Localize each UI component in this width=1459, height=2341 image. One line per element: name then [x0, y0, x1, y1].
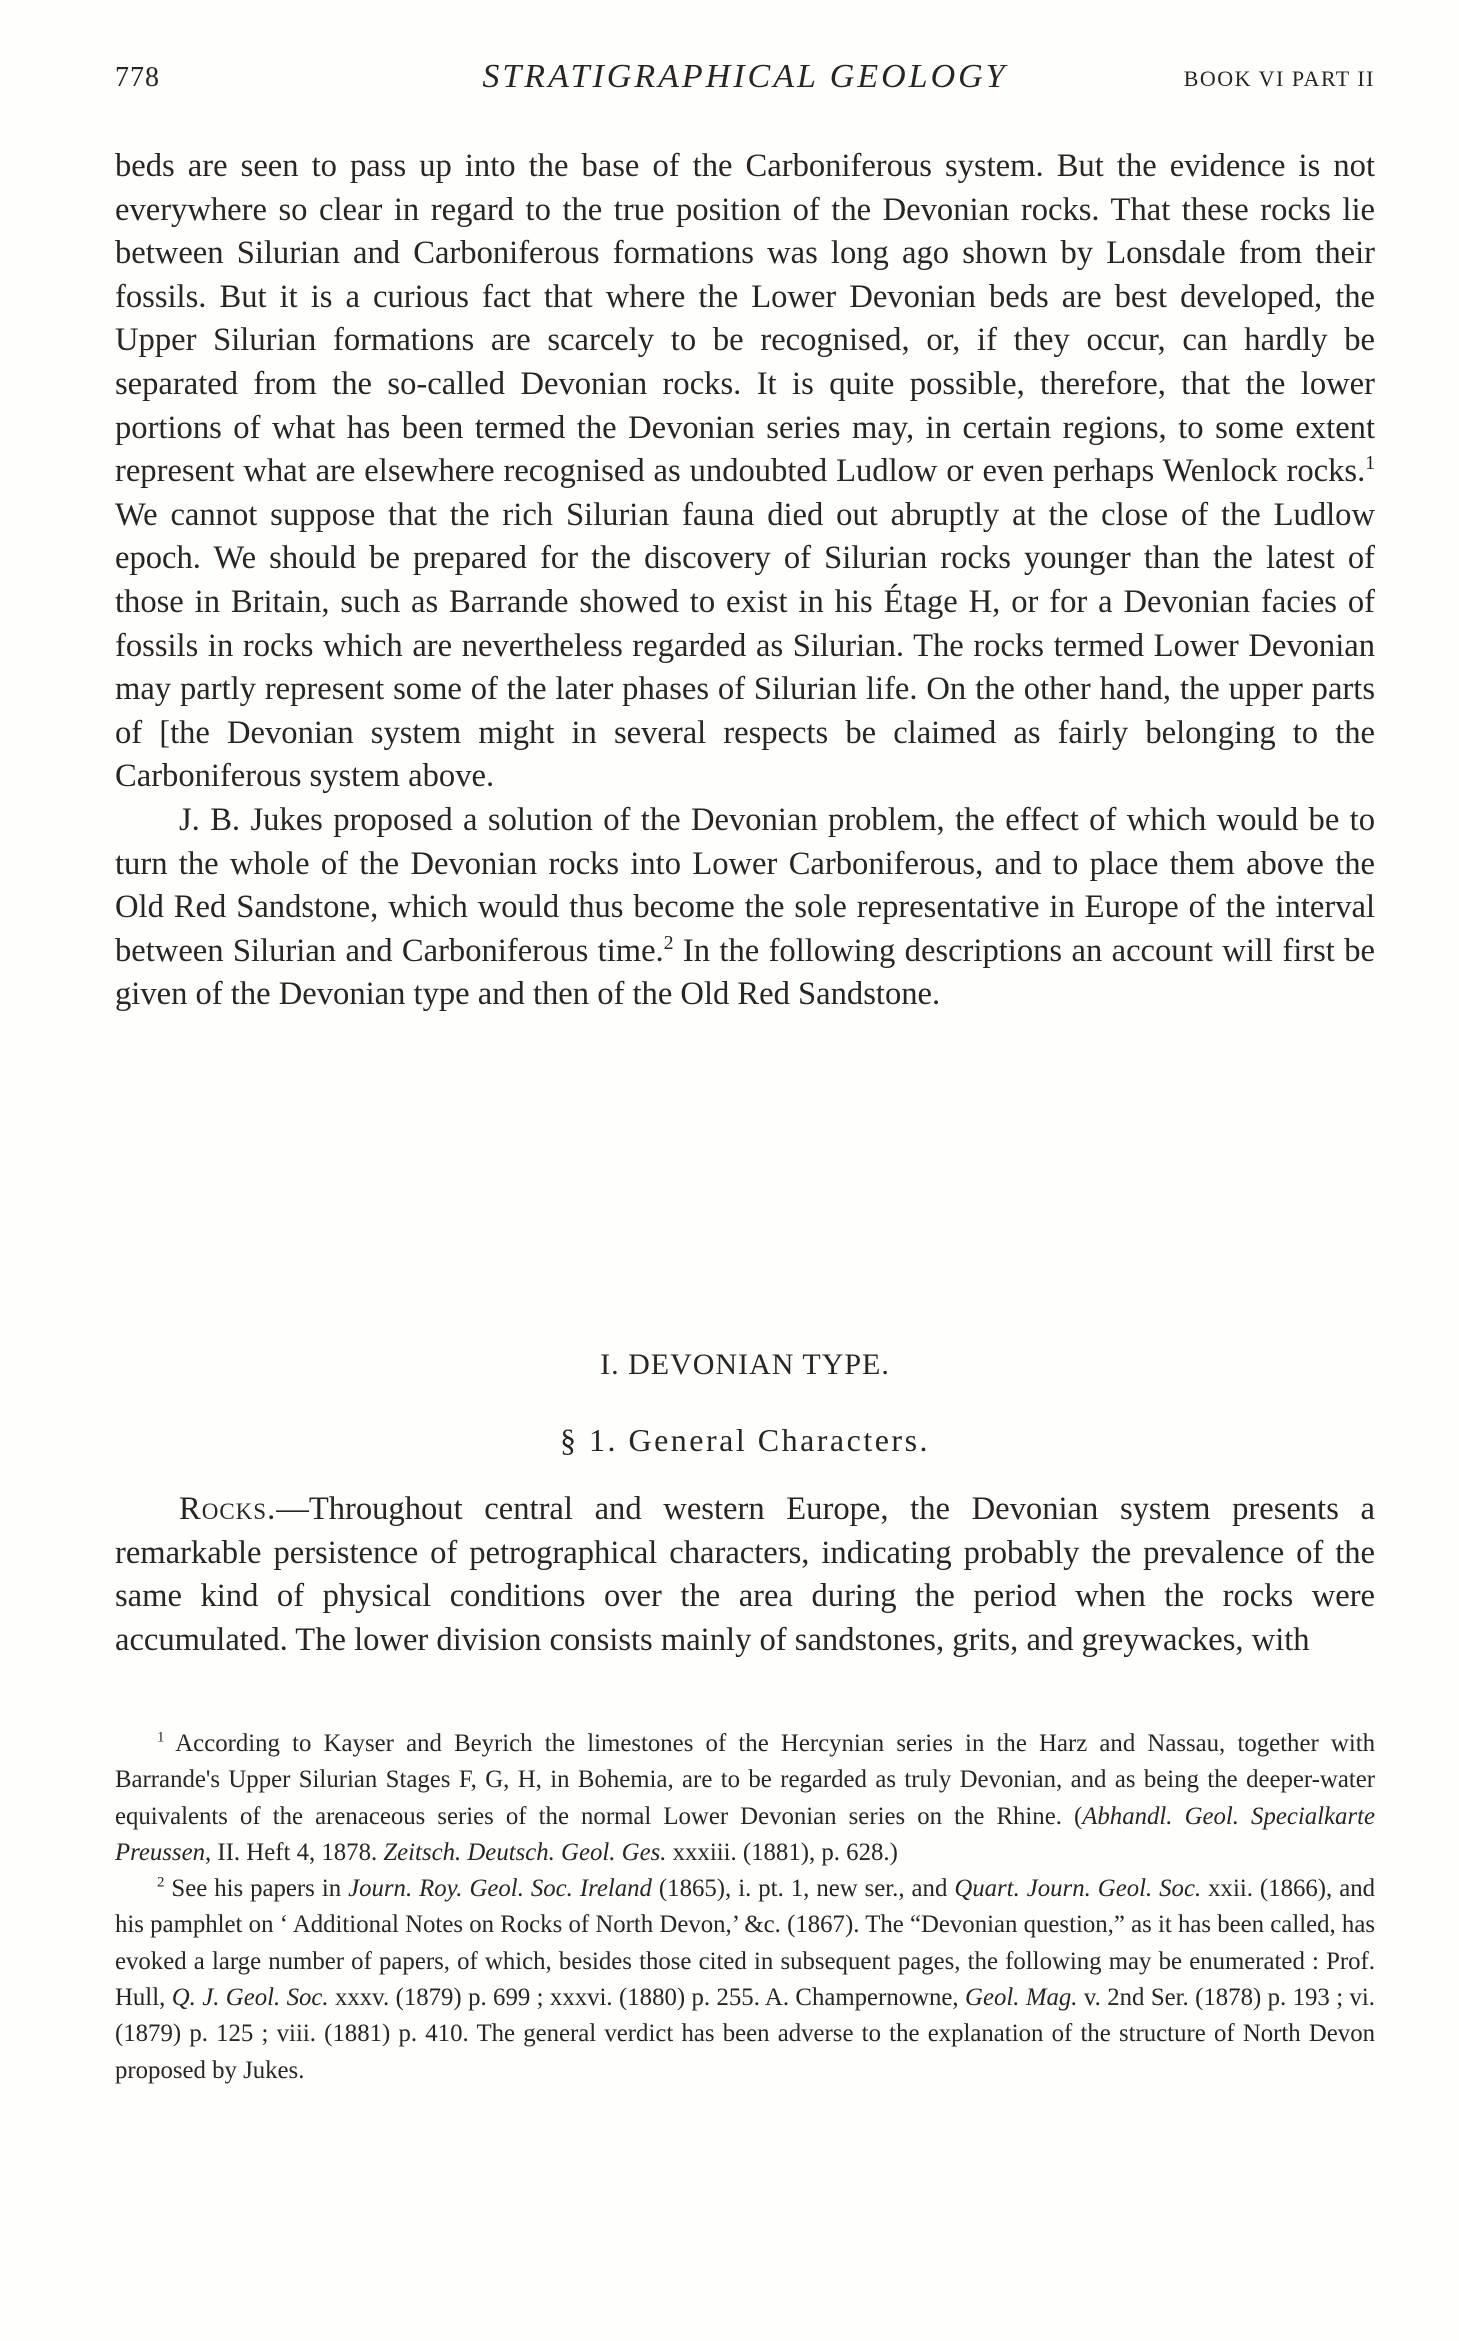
paragraph-3 [115, 1488, 1375, 1662]
paragraph-2-part-a: J. B. Jukes proposed a solution of the Devonian problem, the effect of which would be to turn the whole of the Devonian rocks into Lower Carboniferous, and to place them above the Old Red Sandstone, which would thus become the sole representative in Europe of the interval between Silurian and Carboniferous time. [115, 801, 1375, 969]
footnote-2-citation: Q. J. Geol. Soc. [171, 1984, 329, 2012]
footnote-2-mark: 2 [157, 1874, 165, 1891]
footnote-2-text: xxxv. (1879) p. 699 ; xxxvi. (1880) p. 255. A. Champernowne, [328, 1984, 966, 2012]
footnote-2-citation: Journ. Roy. Geol. Soc. Ireland [348, 1875, 652, 1903]
paragraph-1-part-a: beds are seen to pass up into the base of the Carboniferous system. But the evidence is not everywhere so clear in regard to the true position of the Devonian rocks. That these rocks lie between Silurian and Carboniferous formations was long ago shown by Lonsdale from their fossils. But it is a curious fact that where the Lower Devonian beds are best developed, the Upper Silurian formations are scarcely to be recognised, or, if they occur, can hardly be separated from the so-called Devonian rocks. It is quite possible, therefore, that the lower portions of what has been termed the Devonian series may, in certain regions, to some extent represent what are elsewhere recognised as undoubted Ludlow or even perhaps Wenlock rocks. [115, 148, 1375, 490]
footnote-ref-1: 1 [1365, 453, 1375, 475]
running-section: BOOK VI PART II [1183, 66, 1375, 91]
footnote-2-text: xxii. (1866), and his pamphlet on ‘ Additional Notes on Rocks of North Devon,’ &c. (1867). The “Devonian question,” as it has been called, has evoked a large number of papers, of which, besides those cited in subsequent pages, the following may be enumerated : Prof. Hull, [115, 1875, 1375, 2012]
paragraph-3-lead: Rocks. [179, 1491, 277, 1527]
section-heading: I. DEVONIAN TYPE. [600, 1348, 890, 1381]
page-number: 778 [115, 62, 160, 93]
footnote-2 [115, 1871, 1375, 2089]
rocks-section [115, 1488, 1375, 1662]
paragraph-2-part-b: In the following descriptions an account will first be given of the Devonian type and then of the Old Red Sandstone. [115, 932, 1375, 1013]
footnote-1-text: According to Kayser and Beyrich the limestones of the Hercynian series in the Harz and Nassau, together with Barrande's Upper Silurian Stages F, G, H, in Bohemia, are to be regarded as truly Devonian, and as being the deeper-water equivalents of the arenaceous series of the normal Lower Devonian series on the Rhine. ( [115, 1730, 1375, 1830]
footnote-1 [115, 1726, 1375, 1871]
running-head [115, 58, 1375, 108]
main-text [115, 145, 1375, 1017]
footnote-1-mark: 1 [157, 1729, 165, 1746]
running-title: STRATIGRAPHICAL GEOLOGY [482, 58, 1008, 95]
footnote-2-text: (1865), i. pt. 1, new ser., and [651, 1875, 955, 1903]
footnote-2-citation: Quart. Journ. Geol. Soc. [954, 1875, 1202, 1903]
footnote-1-text: , II. Heft 4, 1878. [205, 1838, 384, 1866]
footnote-ref-2: 2 [663, 932, 674, 954]
footnotes [115, 1726, 1375, 2089]
footnote-2-text: v. 2nd Ser. (1878) p. 193 ; vi. (1879) p. 125 ; viii. (1881) p. 410. The general verdict has been adverse to the explanation of the structure of North Devon proposed by Jukes. [115, 1984, 1375, 2084]
paragraph-1-part-b: We cannot suppose that the rich Silurian fauna died out abruptly at the close of the Ludlow epoch. We should be prepared for the discovery of Silurian rocks younger than the latest of those in Britain, such as Barrande showed to exist in his Étage H, or for a Devonian facies of fossils in rocks which are nevertheless regarded as Silurian. The rocks termed Lower Devonian may partly represent some of the later phases of Silurian life. On the other hand, the upper parts of [the Devonian system might in several respects be claimed as fairly belonging to the Carboniferous system above. [115, 496, 1375, 795]
footnote-2-citation: Geol. Mag. [965, 1984, 1078, 2012]
paragraph-3-text: —Throughout central and western Europe, the Devonian system presents a remarkable persistence of petrographical characters, indicating probably the prevalence of the same kind of physical conditions over the area during the period when the rocks were accumulated. The lower division consists mainly of sandstones, grits, and greywackes, with [115, 1491, 1375, 1658]
footnote-1-citation: Abhandl. Geol. Specialkarte Preussen [115, 1802, 1375, 1866]
paragraph-1 [115, 145, 1375, 799]
paragraph-2 [115, 799, 1375, 1017]
footnote-2-text: See his papers in [164, 1875, 349, 1903]
footnote-1-citation: Zeitsch. Deutsch. Geol. Ges. [383, 1838, 667, 1866]
footnote-1-text: xxxiii. (1881), p. 628.) [666, 1838, 898, 1866]
subsection-heading: § 1. General Characters. [559, 1422, 931, 1458]
